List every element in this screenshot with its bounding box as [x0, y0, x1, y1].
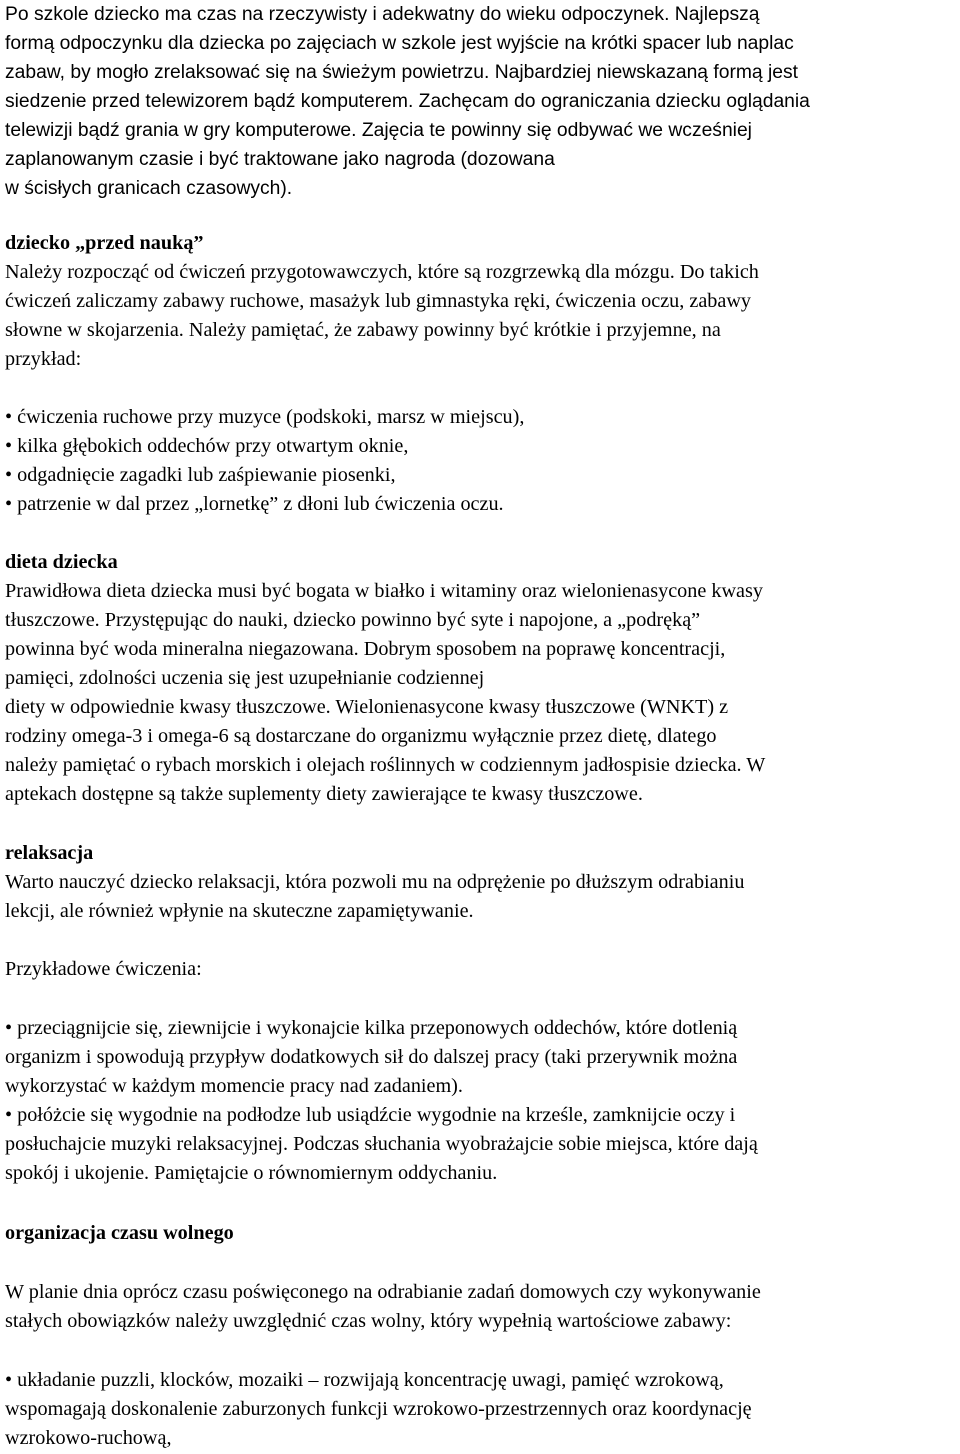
list-item-continuation: wzrokowo-ruchową,	[5, 1427, 172, 1449]
text-run: Należy rozpocząć od ćwiczeń przygotowawczych, które są rozgrzewką dla mózgu. Do takich	[5, 261, 759, 283]
section-paragraph	[5, 868, 955, 926]
section-paragraph	[5, 1278, 955, 1336]
list-item-continuation: wykorzystać w każdym momencie pracy nad zadaniem).	[5, 1075, 463, 1097]
text-line	[5, 287, 955, 316]
examples-label-block	[5, 955, 955, 984]
text-run: lekcji, ale również wpłynie na skuteczne zapamiętywanie.	[5, 900, 474, 922]
list-item: • przeciągnijcie się, ziewnijcie i wykonajcie kilka przeponowych oddechów, które dotlenią	[5, 1017, 738, 1039]
text-line	[5, 693, 955, 722]
text-line	[5, 606, 955, 635]
czas-bullet-list	[5, 1366, 955, 1453]
text-run: rodziny omega-3 i omega-6 są dostarczane do organizmu wyłącznie przez dietę, dlatego	[5, 725, 717, 747]
text-run: powinna być woda mineralna niegazowana. Dobrym sposobem na poprawę koncentracji,	[5, 638, 726, 660]
text-line	[5, 664, 955, 693]
text-run: aptekach dostępne są także suplementy diety zawierające te kwasy tłuszczowe.	[5, 783, 643, 805]
text-run: W planie dnia oprócz czasu poświęconego na odrabianie zadań domowych czy wykonywanie	[5, 1281, 761, 1303]
section-paragraph	[5, 258, 955, 374]
bullet-list	[5, 403, 955, 519]
text-line	[5, 868, 955, 897]
text-run: zaplanowanym czasie i być traktowane jako nagroda (dozowana	[5, 149, 555, 170]
text-run: w ścisłych granicach czasowych).	[5, 178, 293, 199]
list-item-continuation: organizm i spowodują przypływ dodatkowych sił do dalszej pracy (taki przerywnik można	[5, 1046, 738, 1068]
text-line	[5, 1278, 955, 1307]
text-line	[5, 116, 955, 145]
text-run: Prawidłowa dieta dziecka musi być bogata w białko i witaminy oraz wielonienasycone kwasy	[5, 580, 763, 602]
section-dieta	[5, 548, 955, 809]
text-line	[5, 897, 955, 926]
text-run: należy pamiętać o rybach morskich i olejach roślinnych w codziennym jadłospisie dziecka. W	[5, 754, 766, 776]
text-run: pamięci, zdolności uczenia się jest uzupełnianie codziennej	[5, 667, 485, 689]
text-run: słowne w skojarzenia. Należy pamiętać, że zabawy powinny być krótkie i przyjemne, na	[5, 319, 721, 341]
text-line	[5, 29, 955, 58]
text-line	[5, 780, 955, 809]
text-line	[5, 722, 955, 751]
text-line	[5, 258, 955, 287]
text-run: Po szkole dziecko ma czas na rzeczywisty i adekwatny do wieku odpoczynek. Najlepszą	[5, 4, 760, 25]
text-line	[5, 1307, 955, 1336]
text-run: Warto nauczyć dziecko relaksacji, która pozwoli mu na odprężenie po dłuższym odrabianiu	[5, 871, 745, 893]
text-run: formą odpoczynku dla dziecka po zajęciach w szkole jest wyjście na krótki spacer lub naplac	[5, 33, 794, 54]
list-item: • ćwiczenia ruchowe przy muzyce (podskoki, marsz w miejscu),	[5, 406, 525, 428]
list-item: • połóżcie się wygodnie na podłodze lub usiądźcie wygodnie na krześle, zamknijcie oczy i	[5, 1104, 736, 1126]
text-run: stałych obowiązków należy uwzględnić czas wolny, który wypełnią wartościowe zabawy:	[5, 1310, 732, 1332]
section-heading: dieta dziecka	[5, 551, 118, 573]
text-run: tłuszczowe. Przystępując do nauki, dziecko powinno być syte i napojone, a „podręką”	[5, 609, 701, 631]
text-line	[5, 87, 955, 116]
text-line	[5, 174, 955, 203]
section-przed-nauka	[5, 229, 955, 374]
section-relaksacja	[5, 839, 955, 926]
list-item-continuation: wspomagają doskonalenie zaburzonych funkcji wzrokowo-przestrzennych oraz koordynację	[5, 1398, 752, 1420]
text-run: siedzenie przed telewizorem bądź komputerem. Zachęcam do ograniczania dziecku oglądania	[5, 91, 810, 112]
examples-label: Przykładowe ćwiczenia:	[5, 958, 202, 980]
czas-paragraph-block	[5, 1278, 955, 1336]
text-line	[5, 0, 955, 29]
intro-paragraph	[5, 0, 955, 203]
section-heading: relaksacja	[5, 842, 94, 864]
text-run: telewizji bądź grania w gry komputerowe. Zajęcia te powinny się odbywać we wcześniej	[5, 120, 752, 141]
text-run: ćwiczeń zaliczamy zabawy ruchowe, masażyk lub gimnastyka ręki, ćwiczenia oczu, zabawy	[5, 290, 752, 312]
text-line	[5, 635, 955, 664]
text-line	[5, 145, 955, 174]
list-item: • kilka głębokich oddechów przy otwartym oknie,	[5, 435, 409, 457]
section-paragraph	[5, 577, 955, 809]
list-item: • układanie puzzli, klocków, mozaiki – rozwijają koncentrację uwagi, pamięć wzrokową,	[5, 1369, 724, 1391]
text-line	[5, 58, 955, 87]
text-line	[5, 577, 955, 606]
relaks-bullet-list	[5, 1014, 955, 1188]
section-heading: dziecko „przed nauką”	[5, 232, 204, 254]
list-item: • patrzenie w dal przez „lornetkę” z dłoni lub ćwiczenia oczu.	[5, 493, 504, 515]
text-line	[5, 751, 955, 780]
text-run: diety w odpowiednie kwasy tłuszczowe. Wielonienasycone kwasy tłuszczowe (WNKT) z	[5, 696, 729, 718]
text-run: zabaw, by mogło zrelaksować się na świeżym powietrzu. Najbardziej niewskazaną formą jest	[5, 62, 799, 83]
text-line	[5, 316, 955, 345]
text-run: przykład:	[5, 348, 82, 370]
text-line	[5, 345, 955, 374]
section-czas-wolny	[5, 1219, 955, 1248]
list-item-continuation: spokój i ukojenie. Pamiętajcie o równomiernym oddychaniu.	[5, 1162, 498, 1184]
section-heading: organizacja czasu wolnego	[5, 1222, 234, 1244]
list-item: • odgadnięcie zagadki lub zaśpiewanie piosenki,	[5, 464, 396, 486]
list-item-continuation: posłuchajcie muzyki relaksacyjnej. Podczas słuchania wyobrażajcie sobie miejsca, które dają	[5, 1133, 758, 1155]
